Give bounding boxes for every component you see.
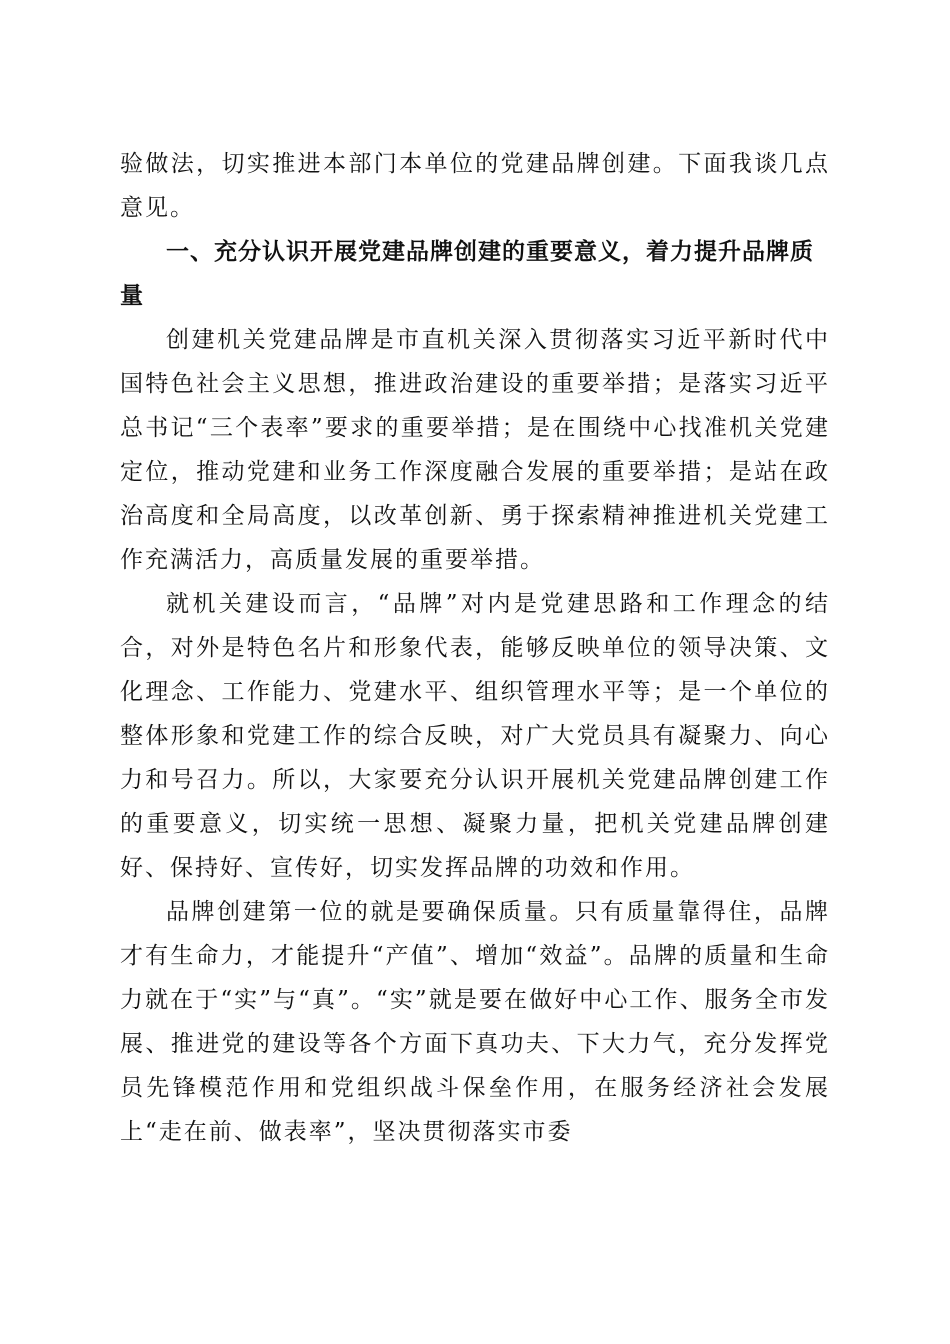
section-heading: 一、充分认识开展党建品牌创建的重要意义，着力提升品牌质量 [120, 239, 814, 309]
continued-paragraph: 验做法，切实推进本部门本单位的党建品牌创建。下面我谈几点意见。 [120, 151, 830, 221]
body-paragraph-1: 创建机关党建品牌是市直机关深入贯彻落实习近平新时代中国特色社会主义思想，推进政治建设的重要举措；是落实习近平总书记“三个表率”要求的重要举措；是在围绕中心找准机关党建定位，推动党建和业务工作深度融合发展的重要举措；是站在政治高度和全局高度，以改革创新、勇于探索精神推进机关党建工作充满活力，高质量发展的重要举措。 [120, 327, 830, 573]
body-paragraph-2: 就机关建设而言，“品牌”对内是党建思路和工作理念的结合，对外是特色名片和形象代表，能够反映单位的领导决策、文化理念、工作能力、党建水平、组织管理水平等；是一个单位的整体形象和党建工作的综合反映，对广大党员具有凝聚力、向心力和号召力。所以，大家要充分认识开展机关党建品牌创建工作的重要意义，切实统一思想、凝聚力量，把机关党建品牌创建好、保持好、宣传好，切实发挥品牌的功效和作用。 [120, 591, 830, 881]
body-paragraph-3: 品牌创建第一位的就是要确保质量。只有质量靠得住，品牌才有生命力，才能提升“产值”、增加“效益”。品牌的质量和生命力就在于“实”与“真”。“实”就是要在做好中心工作、服务全市发展、推进党的建设等各个方面下真功夫、下大力气，充分发挥党员先锋模范作用和党组织战斗保垒作用，在服务经济社会发展上“走在前、做表率”，坚决贯彻落实市委 [120, 899, 830, 1145]
